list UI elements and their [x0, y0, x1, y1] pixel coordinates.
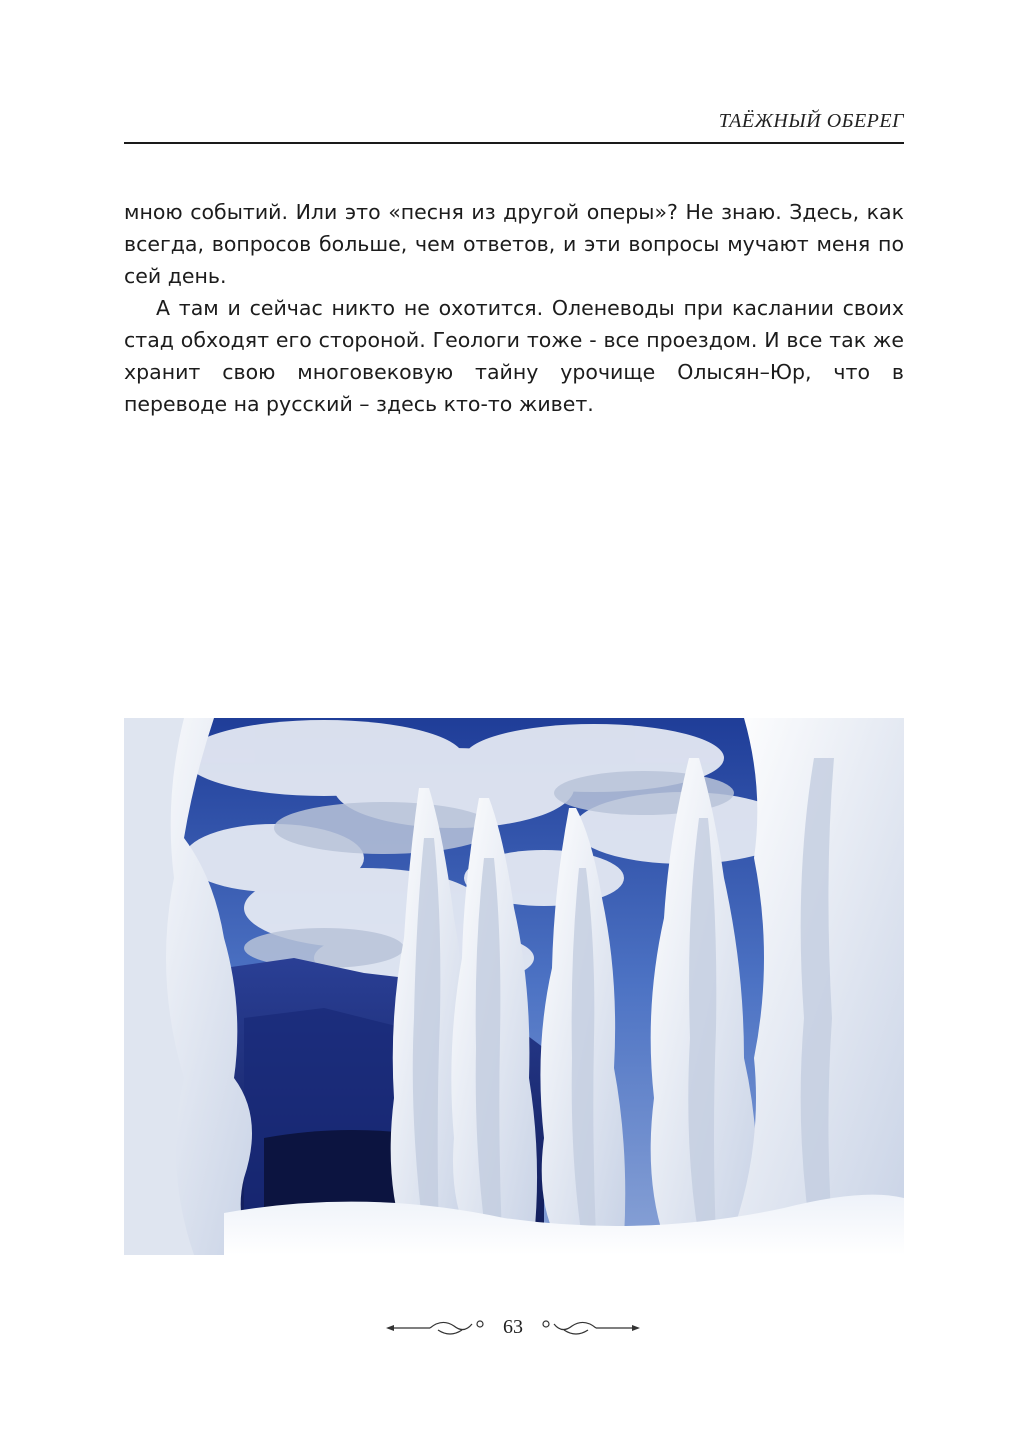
page-body [124, 196, 904, 420]
paragraph: А там и сейчас никто не охотится. Оленеводы при каслании своих стад обходят его стороной. Геологи тоже - все проездом. И все так же хранит свою многовековую тайну урочище Олысян–Юр, что в переводе на русский – здесь кто-то живет. [124, 296, 904, 416]
running-head: ТАЁЖНЫЙ ОБЕРЕГ [718, 110, 904, 132]
header-rule [124, 142, 904, 144]
paragraph: мною событий. Или это «песня из другой оперы»? Не знаю. Здесь, как всегда, вопросов больше, чем ответов, и эти вопросы мучают меня по сей день. [124, 200, 904, 288]
page-footer [380, 1310, 646, 1346]
snowy-forest-photo [124, 718, 904, 1255]
page-number: 63 [503, 1316, 523, 1338]
